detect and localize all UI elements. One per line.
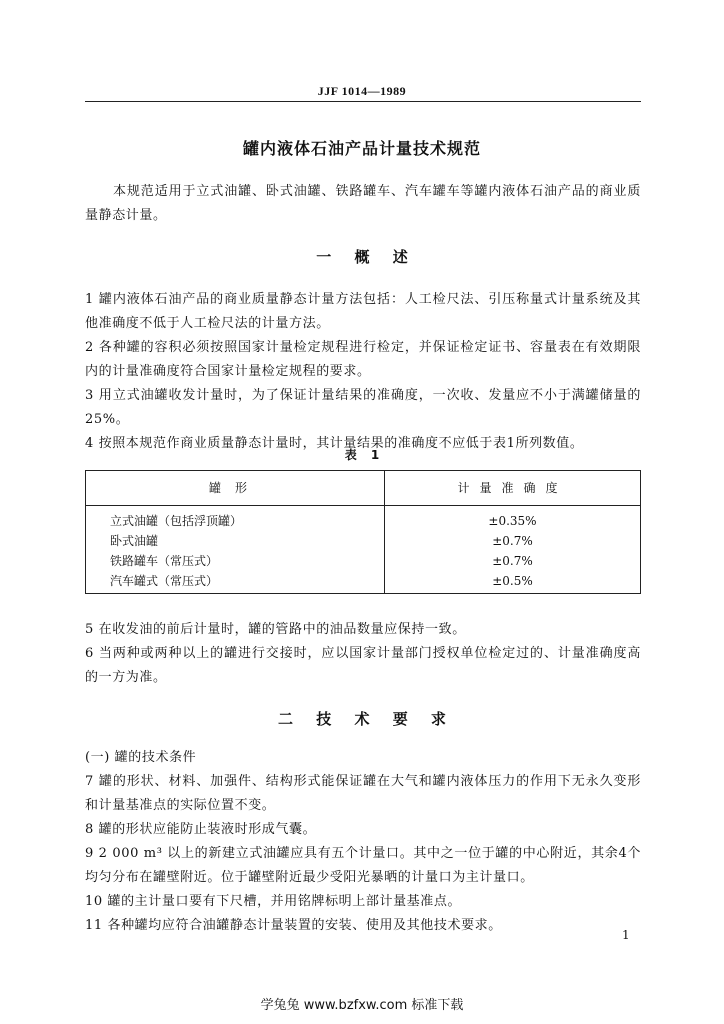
accuracy-cell: ±0.7% xyxy=(492,534,533,548)
table-header-accuracy: 计量准确度 xyxy=(457,481,568,495)
clause-6: 6 当两种或两种以上的罐进行交接时，应以国家计量部门授权单位检定过的、计量准确度高的一方为准。 xyxy=(85,646,641,685)
subsection-heading: (一) 罐的技术条件 xyxy=(85,750,197,765)
page-title: 罐内液体石油产品计量技术规范 xyxy=(242,139,481,158)
clause-5: 5 在收发油的前后计量时，罐的管路中的油品数量应保持一致。 xyxy=(85,622,466,637)
table-caption: 表 1 xyxy=(344,448,380,462)
footer-watermark: 学兔兔 www.bzfxw.com 标准下载 xyxy=(260,998,464,1013)
section-1-continued xyxy=(85,618,641,690)
page-number: 1 xyxy=(622,928,630,942)
clause-1: 1 罐内液体石油产品的商业质量静态计量方法包括：人工检尺法、引压称量式计量系统及其他准确度不低于人工检尺法的计量方法。 xyxy=(85,292,641,331)
table-row xyxy=(86,531,640,551)
intro-paragraph: 本规范适用于立式油罐、卧式油罐、铁路罐车、汽车罐车等罐内液体石油产品的商业质量静态计量。 xyxy=(85,184,641,223)
clause-3: 3 用立式油罐收发计量时，为了保证计量结果的准确度，一次收、发量应不小于满罐储量的25%。 xyxy=(85,388,641,427)
table-row xyxy=(86,571,640,591)
document-code: JJF 1014—1989 xyxy=(317,84,407,98)
clause-7: 7 罐的形状、材料、加强件、结构形式能保证罐在大气和罐内液体压力的作用下无永久变形和计量基准点的实际位置不变。 xyxy=(85,774,641,813)
tank-type-cell: 汽车罐式（常压式） xyxy=(110,574,219,588)
clause-10: 10 罐的主计量口要有下尺槽，并用铭牌标明上部计量基准点。 xyxy=(85,894,462,909)
table-header-tank-type: 罐形 xyxy=(208,481,261,495)
clause-11: 11 各种罐均应符合油罐静态计量装置的安装、使用及其他技术要求。 xyxy=(85,918,502,933)
accuracy-cell: ±0.5% xyxy=(492,574,533,588)
section-1-items xyxy=(85,288,641,456)
clause-8: 8 罐的形状应能防止装液时形成气囊。 xyxy=(85,822,317,837)
clause-2: 2 各种罐的容积必须按照国家计量检定规程进行检定，并保证检定证书、容量表在有效期限内的计量准确度符合国家计量检定规程的要求。 xyxy=(85,340,641,379)
clause-9: 9 2 000 m³ 以上的新建立式油罐应具有五个计量口。其中之一位于罐的中心附近，其余4个均匀分布在罐壁附近。位于罐壁附近最少受阳光暴晒的计量口为主计量口。 xyxy=(85,846,641,885)
section-2-heading: 二 技 术 要 求 xyxy=(278,710,446,728)
header-rule xyxy=(85,101,641,102)
accuracy-cell: ±0.35% xyxy=(488,514,537,528)
accuracy-cell: ±0.7% xyxy=(492,554,533,568)
tank-type-cell: 卧式油罐 xyxy=(110,534,159,548)
section-2-items xyxy=(85,746,641,938)
table-row xyxy=(86,511,640,531)
table-row xyxy=(86,551,640,571)
table-body xyxy=(86,511,640,591)
tank-type-cell: 铁路罐车（常压式） xyxy=(110,554,219,568)
tank-type-cell: 立式油罐（包括浮顶罐） xyxy=(110,514,243,528)
table-header-rule xyxy=(86,505,640,506)
accuracy-table xyxy=(85,470,641,594)
clause-4: 4 按照本规范作商业质量静态计量时，其计量结果的准确度不应低于表1所列数值。 xyxy=(85,436,584,451)
section-1-heading: 一 概 述 xyxy=(316,248,408,266)
